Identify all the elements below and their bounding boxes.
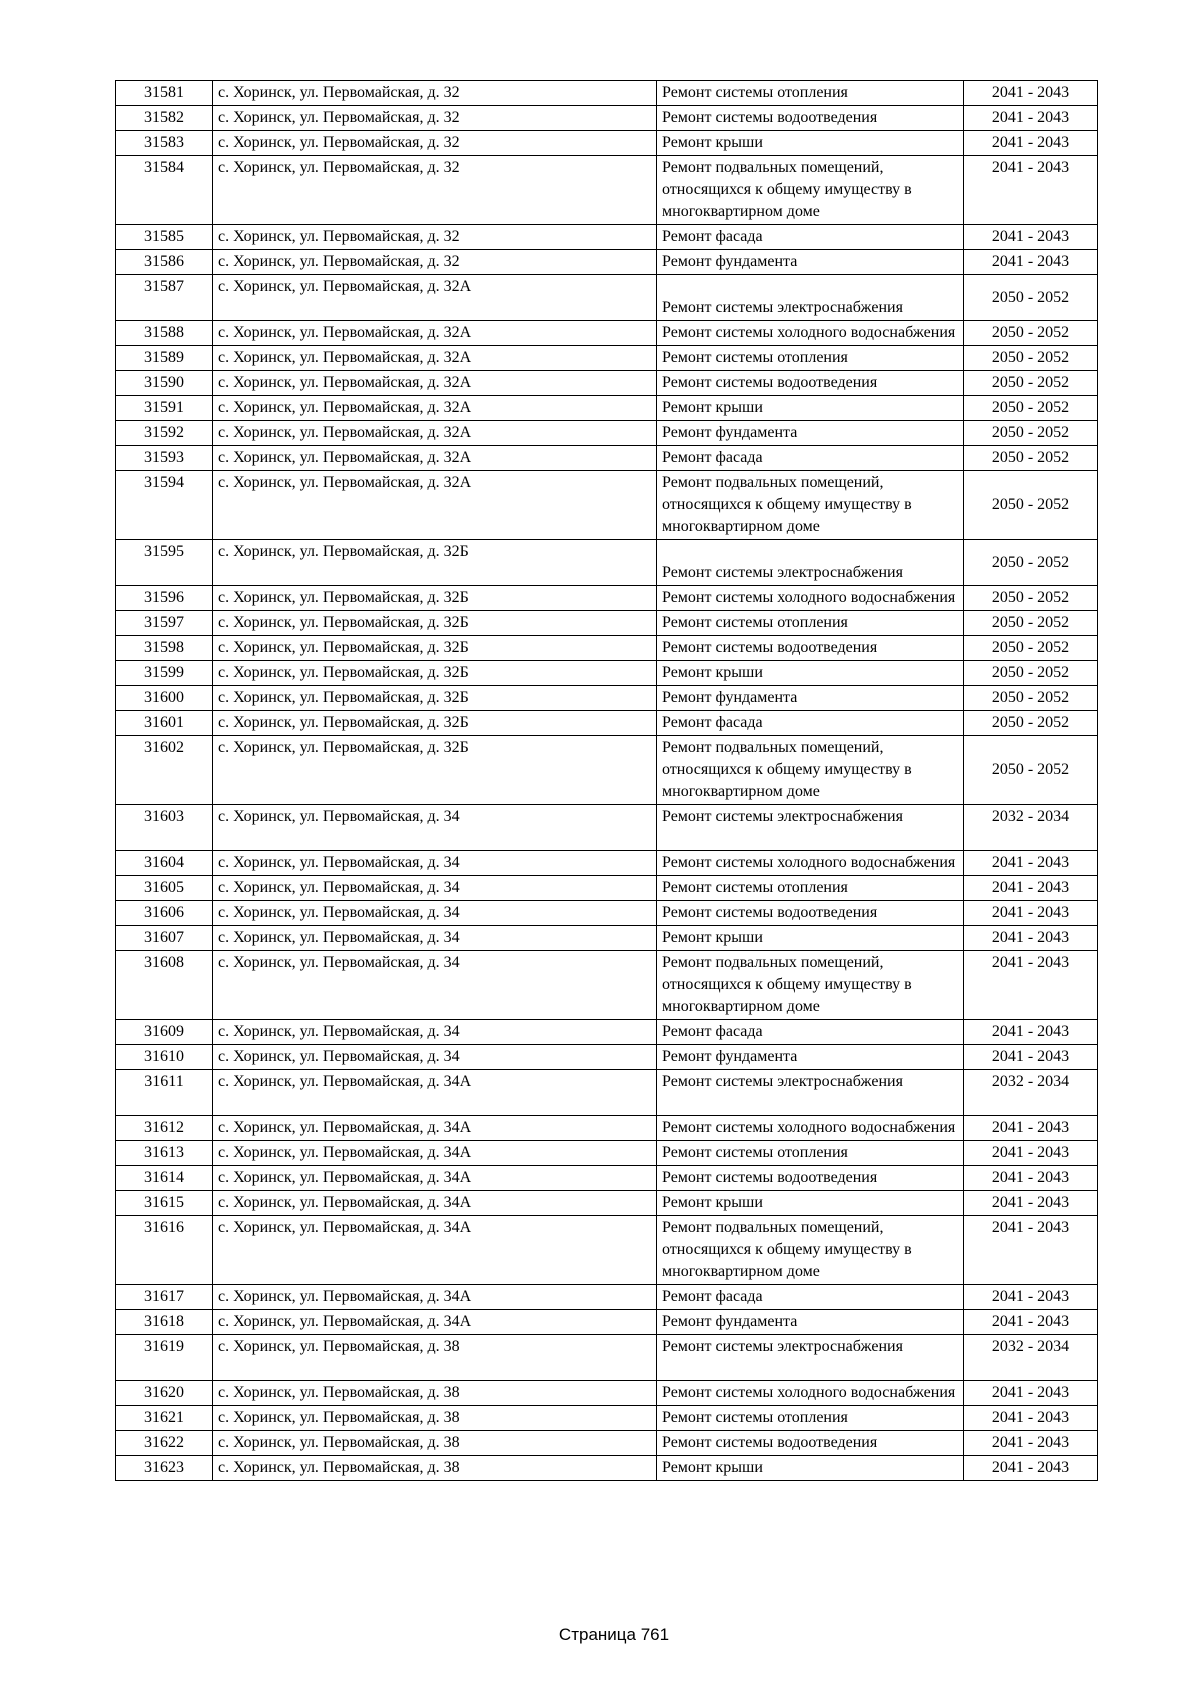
table-row — [116, 1045, 1098, 1070]
row-years-cell: 2041 - 2043 — [964, 225, 1098, 250]
row-id-cell: 31606 — [116, 901, 213, 926]
table-row — [116, 1020, 1098, 1045]
row-address-cell: с. Хоринск, ул. Первомайская, д. 32Б — [213, 540, 657, 586]
table-row — [116, 540, 1098, 586]
row-work-cell: Ремонт подвальных помещений, относящихся к общему имуществу в многоквартирном доме — [657, 156, 964, 225]
row-id-cell: 31587 — [116, 275, 213, 321]
row-address-cell: с. Хоринск, ул. Первомайская, д. 34 — [213, 926, 657, 951]
row-work-cell: Ремонт системы холодного водоснабжения — [657, 1116, 964, 1141]
row-address-cell: с. Хоринск, ул. Первомайская, д. 34 — [213, 876, 657, 901]
row-years-cell: 2050 - 2052 — [964, 686, 1098, 711]
row-work-cell: Ремонт подвальных помещений, относящихся к общему имуществу в многоквартирном доме — [657, 951, 964, 1020]
row-work-cell: Ремонт системы отопления — [657, 346, 964, 371]
row-years-cell: 2032 - 2034 — [964, 1070, 1098, 1116]
table-row — [116, 1191, 1098, 1216]
row-years-cell: 2050 - 2052 — [964, 661, 1098, 686]
table-row — [116, 471, 1098, 540]
row-years-cell: 2041 - 2043 — [964, 876, 1098, 901]
row-id-cell: 31611 — [116, 1070, 213, 1116]
row-id-cell: 31620 — [116, 1381, 213, 1406]
table-row — [116, 1285, 1098, 1310]
row-years-cell: 2041 - 2043 — [964, 1045, 1098, 1070]
row-id-cell: 31599 — [116, 661, 213, 686]
table-row — [116, 346, 1098, 371]
table-row — [116, 661, 1098, 686]
table-row — [116, 876, 1098, 901]
row-work-cell: Ремонт системы отопления — [657, 876, 964, 901]
row-years-cell: 2050 - 2052 — [964, 540, 1098, 586]
row-years-cell: 2032 - 2034 — [964, 805, 1098, 851]
row-id-cell: 31594 — [116, 471, 213, 540]
row-address-cell: с. Хоринск, ул. Первомайская, д. 34А — [213, 1285, 657, 1310]
row-address-cell: с. Хоринск, ул. Первомайская, д. 38 — [213, 1456, 657, 1481]
row-years-cell: 2041 - 2043 — [964, 250, 1098, 275]
row-address-cell: с. Хоринск, ул. Первомайская, д. 34А — [213, 1191, 657, 1216]
repair-schedule-table — [115, 80, 1098, 1481]
row-id-cell: 31600 — [116, 686, 213, 711]
row-id-cell: 31586 — [116, 250, 213, 275]
row-address-cell: с. Хоринск, ул. Первомайская, д. 32А — [213, 275, 657, 321]
row-address-cell: с. Хоринск, ул. Первомайская, д. 32 — [213, 131, 657, 156]
row-work-cell: Ремонт системы водоотведения — [657, 901, 964, 926]
row-address-cell: с. Хоринск, ул. Первомайская, д. 32А — [213, 321, 657, 346]
table-row — [116, 805, 1098, 851]
table-row — [116, 396, 1098, 421]
table-body — [116, 81, 1098, 1481]
row-work-cell: Ремонт фасада — [657, 1020, 964, 1045]
row-years-cell: 2041 - 2043 — [964, 156, 1098, 225]
row-address-cell: с. Хоринск, ул. Первомайская, д. 32Б — [213, 586, 657, 611]
row-years-cell: 2050 - 2052 — [964, 421, 1098, 446]
table-row — [116, 636, 1098, 661]
row-years-cell: 2041 - 2043 — [964, 901, 1098, 926]
row-id-cell: 31601 — [116, 711, 213, 736]
row-work-cell: Ремонт системы водоотведения — [657, 106, 964, 131]
row-years-cell: 2041 - 2043 — [964, 1406, 1098, 1431]
row-work-cell: Ремонт системы холодного водоснабжения — [657, 586, 964, 611]
row-address-cell: с. Хоринск, ул. Первомайская, д. 34А — [213, 1070, 657, 1116]
row-years-cell: 2041 - 2043 — [964, 1431, 1098, 1456]
row-years-cell: 2050 - 2052 — [964, 736, 1098, 805]
row-address-cell: с. Хоринск, ул. Первомайская, д. 34 — [213, 851, 657, 876]
table-row — [116, 225, 1098, 250]
row-years-cell: 2050 - 2052 — [964, 321, 1098, 346]
row-work-cell: Ремонт фасада — [657, 711, 964, 736]
table-row — [116, 81, 1098, 106]
row-address-cell: с. Хоринск, ул. Первомайская, д. 32 — [213, 250, 657, 275]
row-years-cell: 2050 - 2052 — [964, 636, 1098, 661]
row-address-cell: с. Хоринск, ул. Первомайская, д. 34 — [213, 901, 657, 926]
row-work-cell: Ремонт системы электроснабжения — [657, 540, 964, 586]
row-address-cell: с. Хоринск, ул. Первомайская, д. 34 — [213, 951, 657, 1020]
row-work-cell: Ремонт системы электроснабжения — [657, 275, 964, 321]
row-id-cell: 31591 — [116, 396, 213, 421]
row-work-cell: Ремонт системы электроснабжения — [657, 805, 964, 851]
row-years-cell: 2041 - 2043 — [964, 1166, 1098, 1191]
table-row — [116, 106, 1098, 131]
row-years-cell: 2041 - 2043 — [964, 1285, 1098, 1310]
row-id-cell: 31584 — [116, 156, 213, 225]
row-years-cell: 2041 - 2043 — [964, 1116, 1098, 1141]
row-address-cell: с. Хоринск, ул. Первомайская, д. 32А — [213, 446, 657, 471]
row-id-cell: 31598 — [116, 636, 213, 661]
row-address-cell: с. Хоринск, ул. Первомайская, д. 34А — [213, 1141, 657, 1166]
row-address-cell: с. Хоринск, ул. Первомайская, д. 32 — [213, 156, 657, 225]
row-id-cell: 31605 — [116, 876, 213, 901]
row-work-cell: Ремонт системы водоотведения — [657, 636, 964, 661]
row-work-cell: Ремонт крыши — [657, 1456, 964, 1481]
row-address-cell: с. Хоринск, ул. Первомайская, д. 32А — [213, 346, 657, 371]
table-row — [116, 446, 1098, 471]
row-address-cell: с. Хоринск, ул. Первомайская, д. 34А — [213, 1116, 657, 1141]
row-id-cell: 31596 — [116, 586, 213, 611]
row-id-cell: 31603 — [116, 805, 213, 851]
row-id-cell: 31615 — [116, 1191, 213, 1216]
table-row — [116, 421, 1098, 446]
row-address-cell: с. Хоринск, ул. Первомайская, д. 32А — [213, 396, 657, 421]
row-work-cell: Ремонт крыши — [657, 396, 964, 421]
row-id-cell: 31622 — [116, 1431, 213, 1456]
row-address-cell: с. Хоринск, ул. Первомайская, д. 32 — [213, 106, 657, 131]
row-years-cell: 2041 - 2043 — [964, 1020, 1098, 1045]
row-work-cell: Ремонт системы отопления — [657, 1141, 964, 1166]
row-id-cell: 31623 — [116, 1456, 213, 1481]
table-row — [116, 736, 1098, 805]
row-years-cell: 2041 - 2043 — [964, 1216, 1098, 1285]
table-row — [116, 1310, 1098, 1335]
row-work-cell: Ремонт системы водоотведения — [657, 1431, 964, 1456]
row-work-cell: Ремонт системы отопления — [657, 611, 964, 636]
row-id-cell: 31617 — [116, 1285, 213, 1310]
row-years-cell: 2041 - 2043 — [964, 81, 1098, 106]
row-id-cell: 31618 — [116, 1310, 213, 1335]
row-years-cell: 2041 - 2043 — [964, 851, 1098, 876]
row-id-cell: 31588 — [116, 321, 213, 346]
row-work-cell: Ремонт системы водоотведения — [657, 1166, 964, 1191]
table-row — [116, 1335, 1098, 1381]
row-id-cell: 31609 — [116, 1020, 213, 1045]
row-id-cell: 31582 — [116, 106, 213, 131]
row-years-cell: 2050 - 2052 — [964, 586, 1098, 611]
row-address-cell: с. Хоринск, ул. Первомайская, д. 32Б — [213, 661, 657, 686]
row-work-cell: Ремонт системы отопления — [657, 1406, 964, 1431]
row-id-cell: 31593 — [116, 446, 213, 471]
row-address-cell: с. Хоринск, ул. Первомайская, д. 34 — [213, 1045, 657, 1070]
row-work-cell: Ремонт фундамента — [657, 1310, 964, 1335]
row-address-cell: с. Хоринск, ул. Первомайская, д. 32А — [213, 421, 657, 446]
row-years-cell: 2041 - 2043 — [964, 1456, 1098, 1481]
row-years-cell: 2041 - 2043 — [964, 1381, 1098, 1406]
row-address-cell: с. Хоринск, ул. Первомайская, д. 32 — [213, 225, 657, 250]
row-id-cell: 31610 — [116, 1045, 213, 1070]
row-id-cell: 31614 — [116, 1166, 213, 1191]
row-work-cell: Ремонт фундамента — [657, 250, 964, 275]
row-work-cell: Ремонт фасада — [657, 225, 964, 250]
row-work-cell: Ремонт системы холодного водоснабжения — [657, 851, 964, 876]
row-work-cell: Ремонт системы холодного водоснабжения — [657, 1381, 964, 1406]
row-address-cell: с. Хоринск, ул. Первомайская, д. 32А — [213, 471, 657, 540]
row-years-cell: 2041 - 2043 — [964, 1310, 1098, 1335]
row-id-cell: 31602 — [116, 736, 213, 805]
row-id-cell: 31616 — [116, 1216, 213, 1285]
row-address-cell: с. Хоринск, ул. Первомайская, д. 32 — [213, 81, 657, 106]
row-years-cell: 2050 - 2052 — [964, 446, 1098, 471]
row-address-cell: с. Хоринск, ул. Первомайская, д. 32Б — [213, 711, 657, 736]
table-row — [116, 275, 1098, 321]
table-row — [116, 131, 1098, 156]
row-work-cell: Ремонт системы отопления — [657, 81, 964, 106]
table-row — [116, 250, 1098, 275]
table-row — [116, 156, 1098, 225]
row-work-cell: Ремонт системы холодного водоснабжения — [657, 321, 964, 346]
table-row — [116, 1070, 1098, 1116]
table-row — [116, 1141, 1098, 1166]
row-id-cell: 31589 — [116, 346, 213, 371]
row-years-cell: 2050 - 2052 — [964, 611, 1098, 636]
row-work-cell: Ремонт фундамента — [657, 686, 964, 711]
row-id-cell: 31619 — [116, 1335, 213, 1381]
page-number: Страница 761 — [558, 1625, 670, 1644]
table-row — [116, 1381, 1098, 1406]
row-address-cell: с. Хоринск, ул. Первомайская, д. 32Б — [213, 636, 657, 661]
row-years-cell: 2041 - 2043 — [964, 926, 1098, 951]
row-work-cell: Ремонт подвальных помещений, относящихся к общему имуществу в многоквартирном доме — [657, 1216, 964, 1285]
table-row — [116, 1216, 1098, 1285]
table-row — [116, 901, 1098, 926]
table-row — [116, 926, 1098, 951]
row-id-cell: 31595 — [116, 540, 213, 586]
row-id-cell: 31612 — [116, 1116, 213, 1141]
row-address-cell: с. Хоринск, ул. Первомайская, д. 34А — [213, 1216, 657, 1285]
row-work-cell: Ремонт фасада — [657, 446, 964, 471]
row-address-cell: с. Хоринск, ул. Первомайская, д. 32А — [213, 371, 657, 396]
row-years-cell: 2050 - 2052 — [964, 396, 1098, 421]
row-id-cell: 31583 — [116, 131, 213, 156]
table-row — [116, 711, 1098, 736]
row-id-cell: 31607 — [116, 926, 213, 951]
row-years-cell: 2041 - 2043 — [964, 131, 1098, 156]
row-work-cell: Ремонт подвальных помещений, относящихся к общему имуществу в многоквартирном доме — [657, 471, 964, 540]
table-row — [116, 1166, 1098, 1191]
row-address-cell: с. Хоринск, ул. Первомайская, д. 38 — [213, 1406, 657, 1431]
row-address-cell: с. Хоринск, ул. Первомайская, д. 32Б — [213, 686, 657, 711]
row-work-cell: Ремонт крыши — [657, 661, 964, 686]
table-row — [116, 586, 1098, 611]
row-address-cell: с. Хоринск, ул. Первомайская, д. 32Б — [213, 736, 657, 805]
row-id-cell: 31585 — [116, 225, 213, 250]
row-years-cell: 2050 - 2052 — [964, 371, 1098, 396]
table-row — [116, 1116, 1098, 1141]
table-row — [116, 851, 1098, 876]
row-id-cell: 31604 — [116, 851, 213, 876]
row-work-cell: Ремонт фундамента — [657, 421, 964, 446]
table-row — [116, 371, 1098, 396]
table-row — [116, 1456, 1098, 1481]
row-years-cell: 2041 - 2043 — [964, 1141, 1098, 1166]
table-row — [116, 1406, 1098, 1431]
row-id-cell: 31613 — [116, 1141, 213, 1166]
row-work-cell: Ремонт подвальных помещений, относящихся к общему имуществу в многоквартирном доме — [657, 736, 964, 805]
row-years-cell: 2050 - 2052 — [964, 471, 1098, 540]
row-years-cell: 2041 - 2043 — [964, 951, 1098, 1020]
table-row — [116, 951, 1098, 1020]
row-address-cell: с. Хоринск, ул. Первомайская, д. 38 — [213, 1335, 657, 1381]
row-address-cell: с. Хоринск, ул. Первомайская, д. 38 — [213, 1431, 657, 1456]
row-id-cell: 31621 — [116, 1406, 213, 1431]
row-address-cell: с. Хоринск, ул. Первомайская, д. 34А — [213, 1166, 657, 1191]
table-row — [116, 321, 1098, 346]
row-years-cell: 2041 - 2043 — [964, 106, 1098, 131]
row-id-cell: 31590 — [116, 371, 213, 396]
row-id-cell: 31597 — [116, 611, 213, 636]
row-work-cell: Ремонт фундамента — [657, 1045, 964, 1070]
row-work-cell: Ремонт крыши — [657, 131, 964, 156]
row-address-cell: с. Хоринск, ул. Первомайская, д. 34 — [213, 805, 657, 851]
row-address-cell: с. Хоринск, ул. Первомайская, д. 34 — [213, 1020, 657, 1045]
row-work-cell: Ремонт крыши — [657, 926, 964, 951]
row-work-cell: Ремонт фасада — [657, 1285, 964, 1310]
row-address-cell: с. Хоринск, ул. Первомайская, д. 38 — [213, 1381, 657, 1406]
row-years-cell: 2032 - 2034 — [964, 1335, 1098, 1381]
row-years-cell: 2050 - 2052 — [964, 346, 1098, 371]
table-row — [116, 611, 1098, 636]
table-row — [116, 1431, 1098, 1456]
row-work-cell: Ремонт системы водоотведения — [657, 371, 964, 396]
row-years-cell: 2050 - 2052 — [964, 711, 1098, 736]
row-years-cell: 2050 - 2052 — [964, 275, 1098, 321]
row-work-cell: Ремонт системы электроснабжения — [657, 1070, 964, 1116]
row-work-cell: Ремонт системы электроснабжения — [657, 1335, 964, 1381]
row-id-cell: 31592 — [116, 421, 213, 446]
row-address-cell: с. Хоринск, ул. Первомайская, д. 32Б — [213, 611, 657, 636]
row-id-cell: 31608 — [116, 951, 213, 1020]
row-work-cell: Ремонт крыши — [657, 1191, 964, 1216]
row-years-cell: 2041 - 2043 — [964, 1191, 1098, 1216]
row-id-cell: 31581 — [116, 81, 213, 106]
row-address-cell: с. Хоринск, ул. Первомайская, д. 34А — [213, 1310, 657, 1335]
table-row — [116, 686, 1098, 711]
